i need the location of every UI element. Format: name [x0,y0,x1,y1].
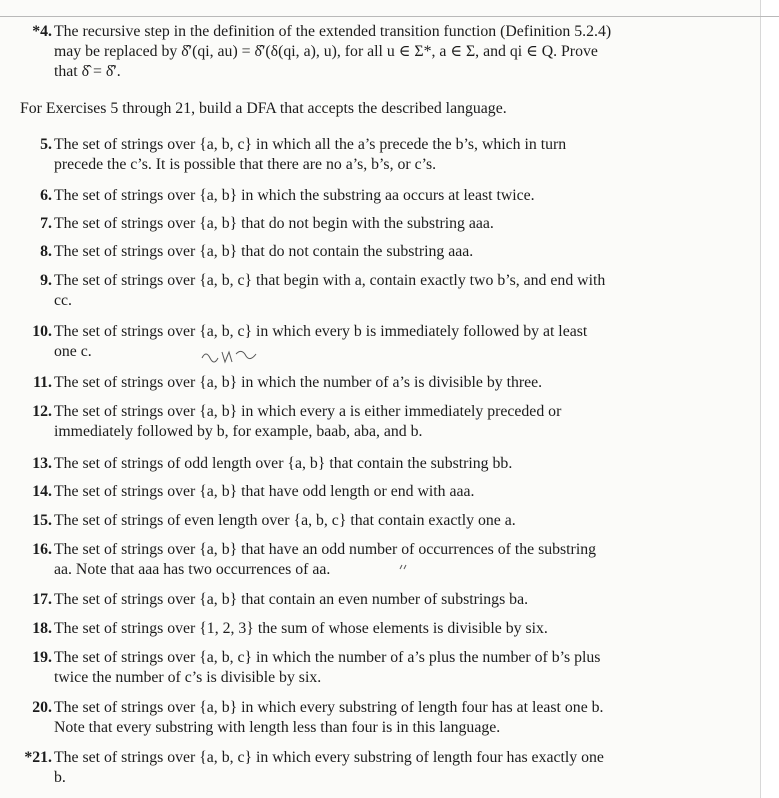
exercise-line: The recursive step in the definition of the extended transition function (Definition 5.2.4) [54,23,612,40]
exercise-line: The set of strings over {a, b, c} in which every b is immediately followed by at least [54,323,588,340]
exercise-11 [22,373,722,393]
exercise-number: 6. [40,187,52,204]
exercise-number: 7. [40,215,52,232]
exercise-line: one c. [54,343,92,360]
exercise-number: 9. [40,272,52,289]
exercise-line: twice the number of c’s is divisible by six. [54,669,322,686]
exercise-line: The set of strings over {a, b} that do not contain the substring aaa. [54,243,474,260]
exercise-number: 19. [32,649,52,666]
exercise-number: 18. [32,620,52,637]
exercise-line: The set of strings over {a, b} that do not begin with the substring aaa. [54,215,494,232]
exercise-line: may be replaced by δ̂′(qi, au) = δ̂′(δ(qi, a), u), for all u ∈ Σ*, a ∈ Σ, and qi ∈ Q. Prove [54,43,598,60]
exercise-line: Note that every substring with length less than four is in this language. [54,719,501,736]
exercise-line: b. [54,769,66,786]
exercise-line: The set of strings over {a, b} in which every substring of length four has at least one b. [54,699,604,716]
exercise-17 [22,590,722,610]
exercise-15 [22,511,722,531]
exercise-13 [22,454,722,474]
page-top-rule [0,16,779,17]
exercise-line: precede the c’s. It is possible that there are no a’s, b’s, or c’s. [54,156,437,173]
exercise-line: The set of strings of even length over {a, b, c} that contain exactly one a. [54,512,516,529]
exercise-number: 11. [33,374,52,391]
exercise-intro: For Exercises 5 through 21, build a DFA that accepts the described language. [20,100,507,117]
exercise-16 [22,540,722,580]
exercise-10 [22,322,722,362]
exercise-20 [22,698,722,738]
exercise-21 [22,748,722,788]
exercise-line: The set of strings over {a, b, c} in which all the a’s precede the b’s, which in turn [54,136,567,153]
exercise-line: The set of strings over {a, b} in which the substring aa occurs at least twice. [54,187,535,204]
exercise-5 [22,135,722,175]
exercise-line: The set of strings over {a, b} that have odd length or end with aaa. [54,483,475,500]
exercise-line: cc. [54,292,72,309]
starred-marker: * [24,749,33,766]
exercise-number: 10. [32,323,52,340]
exercise-19 [22,648,722,688]
exercise-number: *4. [32,23,52,40]
exercise-number: 20. [32,699,52,716]
exercise-number: 14. [32,483,52,500]
handwritten-scribble [200,348,260,364]
exercise-4-text [54,22,722,82]
exercise-number: 16. [32,541,52,558]
exercise-line: that δ̂ = δ̂′. [54,63,121,80]
exercise-6 [22,186,722,206]
starred-marker: * [32,23,41,40]
exercise-number: *21. [24,749,52,766]
exercise-number: 13. [32,455,52,472]
exercise-number: 8. [40,243,52,260]
exercise-line: The set of strings over {a, b, c} in which the number of a’s plus the number of b’s plus [54,649,601,666]
exercise-7 [22,214,722,234]
exercise-line: The set of strings over {a, b} in which the number of a’s is divisible by three. [54,374,543,391]
exercise-line: The set of strings over {1, 2, 3} the sum of whose elements is divisible by six. [54,620,548,637]
exercise-line: The set of strings over {a, b} that contain an even number of substrings ba. [54,591,529,608]
exercise-line: The set of strings over {a, b} that have an odd number of occurrences of the substring [54,541,597,558]
exercise-line: The set of strings of odd length over {a, b} that contain the substring bb. [54,455,513,472]
exercise-8 [22,242,722,262]
exercise-14 [22,482,722,502]
exercise-12 [22,402,722,442]
exercise-line: immediately followed by b, for example, baab, aba, and b. [54,423,423,440]
exercise-9 [22,271,722,311]
exercise-number: 12. [32,403,52,420]
pencil-mark [399,563,409,571]
exercise-number: 17. [32,591,52,608]
exercise-number: 5. [40,136,52,153]
exercise-line: The set of strings over {a, b} in which every a is either immediately preceded or [54,403,562,420]
exercise-line: aa. Note that aaa has two occurrences of aa. [54,561,331,578]
exercise-4 [22,22,722,82]
exercise-18 [22,619,722,639]
exercise-line: The set of strings over {a, b, c} in which every substring of length four has exactly one [54,749,604,766]
exercise-line: The set of strings over {a, b, c} that begin with a, contain exactly two b’s, and end with [54,272,606,289]
exercise-number: 15. [32,512,52,529]
